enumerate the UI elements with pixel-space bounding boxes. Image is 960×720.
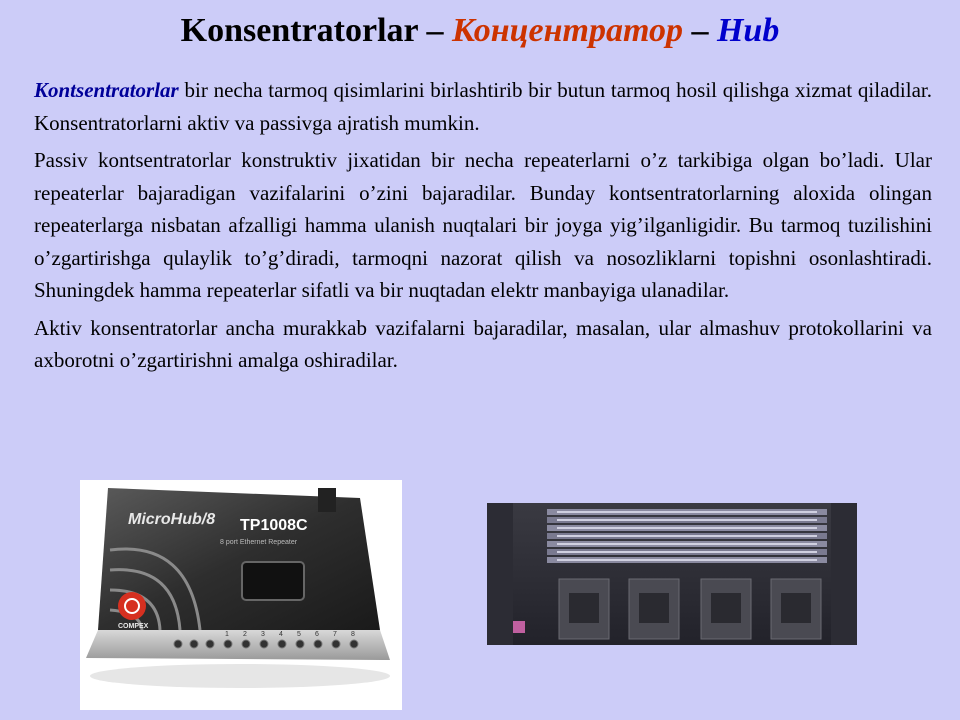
- hub-shadow: [90, 664, 390, 688]
- svg-text:7: 7: [333, 631, 337, 638]
- hub-front-panel: [86, 630, 390, 660]
- svg-text:1: 1: [225, 631, 229, 638]
- svg-text:4: 4: [279, 631, 283, 638]
- svg-text:5: 5: [297, 631, 301, 638]
- rack-left-ear: [487, 503, 513, 645]
- svg-text:6: 6: [315, 631, 319, 638]
- title-part-latin: Konsentratorlar –: [180, 12, 452, 49]
- keyword-kontsentratorlar: Kontsentratorlar: [34, 78, 179, 102]
- paragraph-2: Passiv kontsentratorlar konstruktiv jixatidan bir necha repeaterlarni o’z tarkibiga olgan bo’ladi. Ular repeaterlar bajaradigan vazifalarini o’zini bajaradilar. Bunday kontsentratorlarning aloxida olingan repeaterlarga nisbatan afzalligi hamma ulanish nuqtalari bir joyga yig’ilganligidir. Bu tarmoq tuzilishini o’zgartirishga qulaylik to’g’diradi, tarmoqni nazorat qilish va nosozliklarni topishni osonlashtiradi. Shuningdek hamma repeaterlar sifatli va bir nuqtadan elektr manbayiga ulanadilar.: [34, 148, 932, 302]
- rack-status-indicator: [513, 621, 525, 633]
- rack-hub-illustration: [487, 503, 857, 645]
- page-title: [0, 8, 960, 54]
- svg-text:2: 2: [243, 631, 247, 638]
- paragraph-3: Aktiv konsentratorlar ancha murakkab vazifalarni bajaradilar, masalan, ular almashuv protokollarini va axborotni o’zgartirishni amalga oshiradilar.: [34, 315, 932, 372]
- rack-right-ear: [831, 503, 857, 645]
- paragraph-1-text: bir necha tarmoq qisimlarini birlashtirib bir butun tarmoq hosil qilishga xizmat qiladilar. Konsentratorlarni aktiv va passivga ajratish mumkin.: [34, 78, 932, 135]
- hub-model-label: TP1008C: [240, 517, 308, 534]
- network-hub-illustration: [80, 480, 402, 710]
- hub-logo-icon: [118, 592, 146, 620]
- hub-subtitle-label: 8 port Ethernet Repeater: [220, 539, 298, 546]
- hub-brand-label: MicroHub/8: [128, 511, 216, 528]
- paragraph-1: [34, 74, 932, 139]
- title-part-hub: Hub: [716, 12, 780, 49]
- body-text: [34, 74, 932, 382]
- svg-text:8: 8: [351, 631, 355, 638]
- hub-maker-label: COMPEX: [118, 623, 149, 630]
- hub-svg: [80, 480, 402, 710]
- title-separator: –: [682, 12, 717, 49]
- svg-text:3: 3: [261, 631, 265, 638]
- hub-display-window: [242, 562, 304, 600]
- hub-antenna: [318, 488, 336, 512]
- rack-svg: [487, 503, 857, 645]
- title-part-cyrillic: Концентратор: [452, 12, 683, 49]
